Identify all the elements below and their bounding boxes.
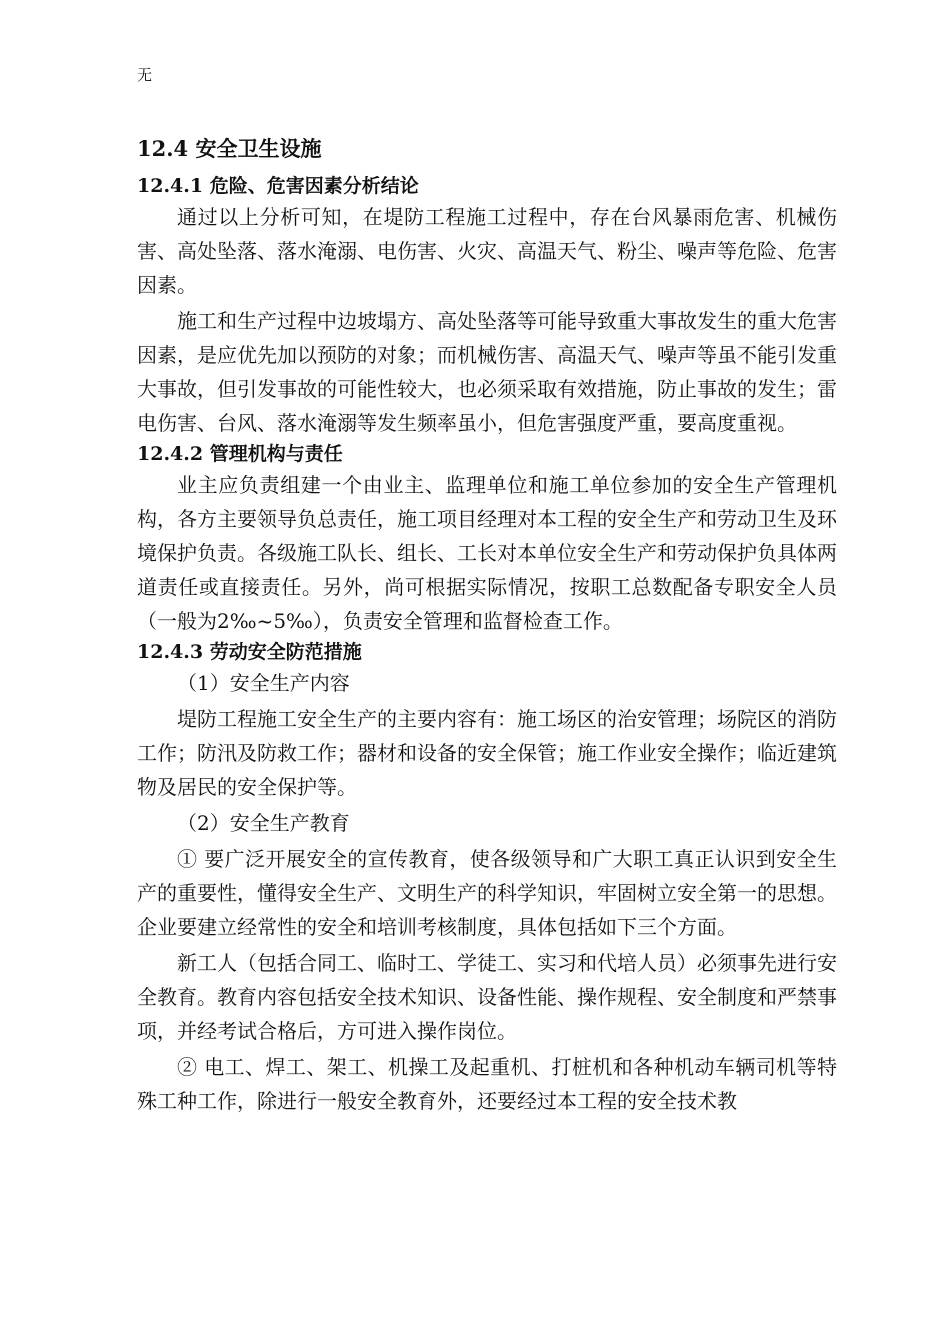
subsection-title-hazard-analysis: 12.4.1 危险、危害因素分析结论: [137, 175, 419, 197]
document-body: [137, 132, 837, 1120]
list-item-safety-education: （2）安全生产教育: [177, 811, 350, 835]
paragraph-hazard-analysis-2: 施工和生产过程中边坡塌方、高处坠落等可能导致重大事故发生的重大危害因素，是应优先加以预防的对象；而机械伤害、高温天气、噪声等虽不能引发重大事故，但引发事故的可能性较大，也必须采取有效措施，防止事故的发生；雷电伤害、台风、落水淹溺等发生频率虽小，但危害强度严重，要高度重视。: [137, 309, 837, 435]
paragraph-management-1: 业主应负责组建一个由业主、监理单位和施工单位参加的安全生产管理机构，各方主要领导负总责任，施工项目经理对本工程的安全生产和劳动卫生及环境保护负责。各级施工队长、组长、工长对本单位安全生产和劳动保护负具体两道责任或直接责任。另外，尚可根据实际情况，按职工总数配备专职安全人员（一般为2‰~5‰），负责安全管理和监督检查工作。: [137, 473, 837, 633]
paragraph-safety-education-2: 新工人（包括合同工、临时工、学徒工、实习和代培人员）必须事先进行安全教育。教育内容包括安全技术知识、设备性能、操作规程、安全制度和严禁事项，并经考试合格后，方可进入操作岗位。: [137, 951, 837, 1043]
paragraph-hazard-analysis-1: 通过以上分析可知，在堤防工程施工过程中，存在台风暴雨危害、机械伤害、高处坠落、落水淹溺、电伤害、火灾、高温天气、粉尘、噪声等危险、危害因素。: [137, 205, 837, 297]
paragraph-safety-content: 堤防工程施工安全生产的主要内容有：施工场区的治安管理；场院区的消防工作；防汛及防救工作；器材和设备的安全保管；施工作业安全操作；临近建筑物及居民的安全保护等。: [137, 707, 837, 799]
page-header: 无: [137, 66, 153, 84]
subsection-title-management: 12.4.2 管理机构与责任: [137, 443, 343, 465]
paragraph-safety-education-1: ① 要广泛开展安全的宣传教育，使各级领导和广大职工真正认识到安全生产的重要性，懂得安全生产、文明生产的科学知识，牢固树立安全第一的思想。企业要建立经常性的安全和培训考核制度，具体包括如下三个方面。: [137, 847, 837, 939]
paragraph-safety-education-3: ② 电工、焊工、架工、机操工及起重机、打桩机和各种机动车辆司机等特殊工种工作，除进行一般安全教育外，还要经过本工程的安全技术教: [137, 1055, 837, 1113]
list-item-safety-content: （1）安全生产内容: [177, 671, 350, 695]
section-title: 12.4 安全卫生设施: [137, 136, 322, 161]
subsection-title-safety-measures: 12.4.3 劳动安全防范措施: [137, 641, 362, 663]
